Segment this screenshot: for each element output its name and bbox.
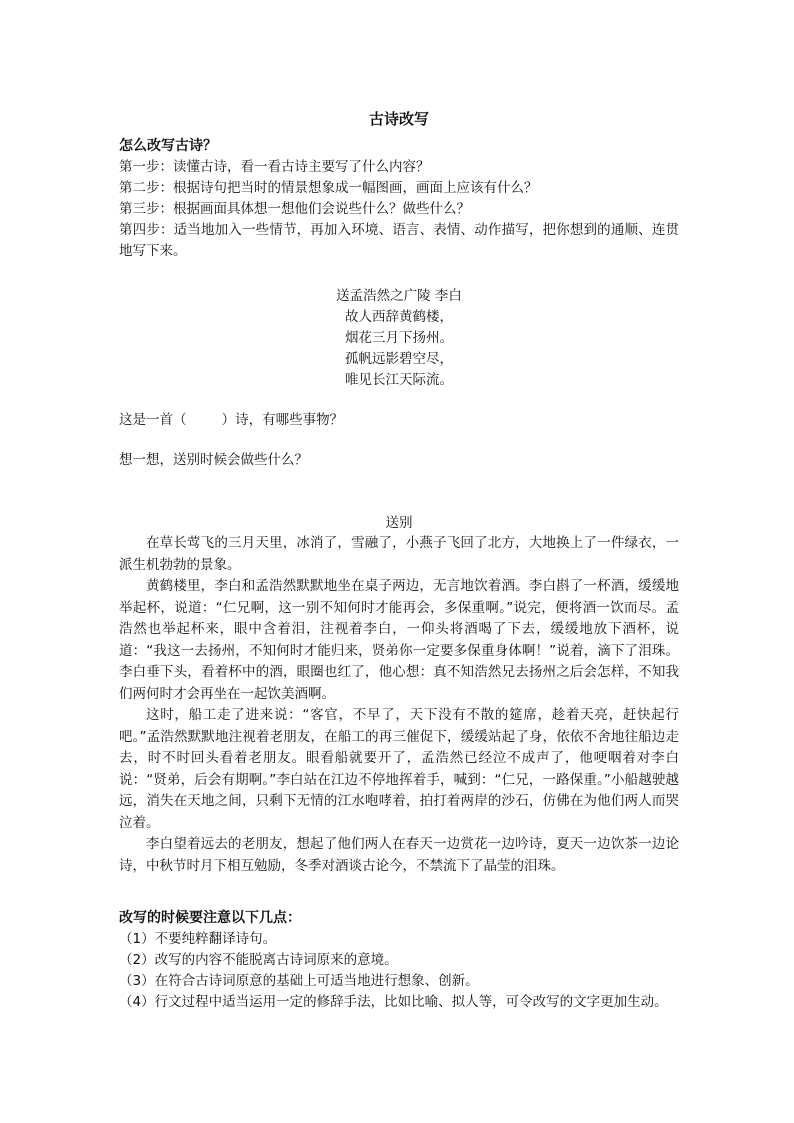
question-2: 想一想，送别时候会做些什么？	[119, 452, 308, 468]
step-2: 第二步：根据诗句把当时的情景想象成一幅图画，画面上应该有什么？	[119, 180, 538, 196]
notes-section	[119, 908, 679, 1013]
poem-title: 送孟浩然之广陵 李白	[336, 288, 462, 304]
essay-title: 送别	[385, 515, 413, 531]
howto-heading: 怎么改写古诗？	[119, 138, 217, 154]
poem-line-3: 孤帆远影碧空尽，	[345, 351, 453, 367]
page-title: 古诗改写	[368, 110, 429, 128]
poem-line-1: 故人西辞黄鹤楼，	[345, 309, 453, 325]
poem	[119, 286, 679, 391]
question-1-start: 这是一首（	[119, 412, 187, 428]
poem-line-2: 烟花三月下扬州。	[345, 330, 453, 346]
essay-paragraph-2: 黄鹤楼里，李白和孟浩然默默地坐在桌子两边，无言地饮着酒。李白斟了一杯酒，缓缓地举起杯，说道：“仁兄啊，这一别不知何时才能再会，多保重啊。”说完，便将酒一饮而尽。孟浩然也举起杯来，眼中含着泪，注视着李白，一仰头将酒喝了下去，缓缓地放下酒杯，说道：“我这一去扬州，不知何时才能归来，贤弟你一定要多保重身体啊！”说着，滴下了泪珠。李白垂下头，看着杯中的酒，眼圈也红了，他心想：真不知浩然兄去扬州之后会怎样，不知我们两何时才会再坐在一起饮美酒啊。	[119, 578, 679, 702]
step-1: 第一步：读懂古诗，看一看古诗主要写了什么内容？	[119, 159, 430, 175]
notes-heading: 改写的时候要注意以下几点：	[119, 910, 301, 926]
note-3: （3）在符合古诗词原意的基础上可适当地进行想象、创新。	[119, 973, 479, 989]
essay-paragraph-3: 这时，船工走了进来说：“客官，不早了，天下没有不散的筵席，趁着天亮，赶快起行吧。”孟浩然默默地注视着老朋友，在船工的再三催促下，缓缓站起了身，依依不舍地往船边走去，时不时回头看着老朋友。眼看船就要开了，孟浩然已经泣不成声了，他哽咽着对李白说：“贤弟，后会有期啊。”李白站在江边不停地挥着手，喊到：“仁兄，一路保重。”小船越驶越远，消失在天地之间，只剩下无情的江水咆哮着，拍打着两岸的沙石，仿佛在为他们两人而哭泣着。	[119, 707, 679, 831]
essay	[119, 514, 679, 877]
step-4: 第四步：适当地加入一些情节，再加入环境、语言、表情、动作描写，把你想到的通顺、连贯地写下来。	[119, 222, 679, 259]
step-3: 第三步：根据画面具体想一想他们会说些什么？做些什么？	[119, 201, 470, 217]
essay-paragraph-1: 在草长莺飞的三月天里，冰消了，雪融了，小燕子飞回了北方，大地换上了一件绿衣，一派生机勃勃的景象。	[119, 535, 679, 573]
poem-line-4: 唯见长江天际流。	[345, 372, 453, 388]
note-2: （2）改写的内容不能脱离古诗词原来的意境。	[119, 952, 398, 968]
note-4: （4）行文过程中适当运用一定的修辞手法，比如比喻、拟人等，可令改写的文字更加生动。	[119, 994, 668, 1010]
question-1-end: ）诗，有哪些事物？	[221, 412, 344, 428]
note-1: （1）不要纯粹翻译诗句。	[119, 931, 277, 947]
question-1	[119, 410, 679, 431]
essay-paragraph-4: 李白望着远去的老朋友，想起了他们两人在春天一边赏花一边吟诗，夏天一边饮茶一边论诗，中秋节时月下相互勉励，冬季对酒谈古论今，不禁流下了晶莹的泪珠。	[119, 836, 679, 874]
howto-section	[119, 136, 679, 262]
